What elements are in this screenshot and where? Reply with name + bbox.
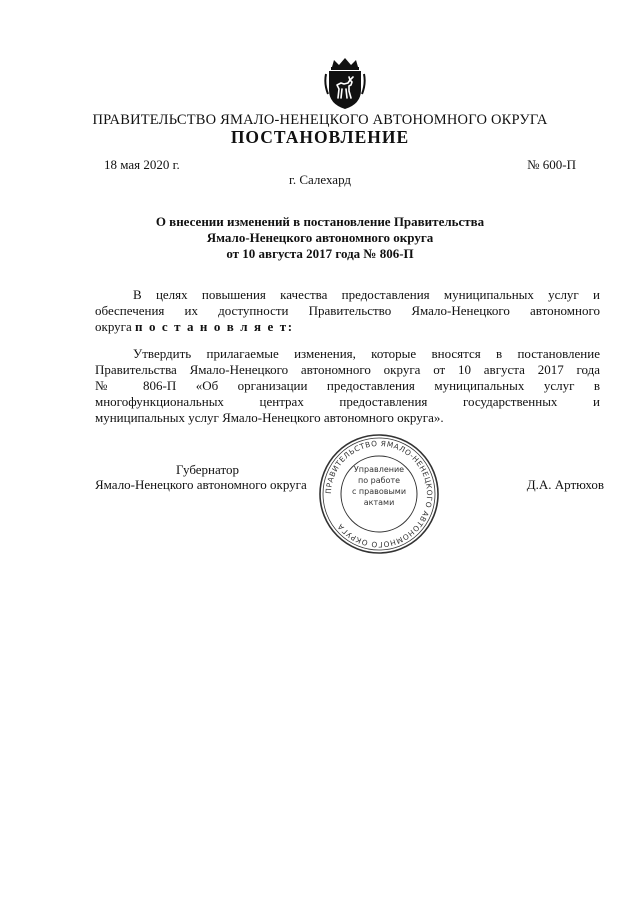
paragraph-line: Правительства Ямало-Ненецкого автономного округа от 10 августа 2017 года bbox=[95, 362, 600, 377]
title-line: от 10 августа 2017 года № 806-П bbox=[226, 246, 414, 261]
paragraph-line: Утвердить прилагаемые изменения, которые вносятся в постановление bbox=[133, 346, 600, 361]
decree-word: п о с т а н о в л я е т: bbox=[135, 319, 294, 334]
document-type: ПОСТАНОВЛЕНИЕ bbox=[230, 127, 410, 147]
paragraph-line: В целях повышения качества предоставления муниципальных услуг и bbox=[133, 287, 600, 302]
preamble-prefix: округа bbox=[95, 319, 135, 334]
document-date: 18 мая 2020 г. bbox=[104, 157, 180, 172]
coat-of-arms-emblem bbox=[324, 58, 366, 110]
title-line: Ямало-Ненецкого автономного округа bbox=[206, 230, 434, 245]
official-stamp bbox=[317, 432, 441, 556]
paragraph-line: № 806-П «Об организации предоставления муниципальных услуг в bbox=[95, 378, 600, 393]
stamp-inner-line: с правовыми bbox=[351, 487, 407, 496]
paragraph-line: муниципальных услуг Ямало-Ненецкого автономного округа». bbox=[95, 410, 444, 425]
preamble-paragraph bbox=[95, 287, 600, 335]
document-title bbox=[0, 214, 640, 262]
government-name: ПРАВИТЕЛЬСТВО ЯМАЛО-НЕНЕЦКОГО АВТОНОМНОГО ОКРУГА bbox=[92, 112, 548, 128]
stamp-inner-line: по работе bbox=[357, 476, 401, 485]
resolution-paragraph bbox=[95, 346, 600, 426]
coat-of-arms-icon bbox=[324, 58, 366, 110]
document-city: г. Салехард bbox=[288, 172, 352, 187]
stamp-inner-line: Управление bbox=[353, 465, 405, 474]
paragraph-line: обеспечения их доступности Правительство Ямало-Ненецкого автономного bbox=[95, 303, 600, 318]
stamp-seal-icon bbox=[317, 432, 441, 556]
document-number: № 600-П bbox=[527, 157, 576, 172]
stamp-inner-line: актами bbox=[363, 498, 395, 507]
title-line: О внесении изменений в постановление Правительства bbox=[155, 214, 485, 229]
paragraph-line bbox=[95, 319, 600, 335]
paragraph-line: многофункциональных центрах предоставления государственных и bbox=[95, 394, 600, 409]
stamp-ring-text: ПРАВИТЕЛЬСТВО ЯМАЛО-НЕНЕЦКОГО АВТОНОМНОГО ОКРУГА bbox=[323, 438, 435, 550]
signatory-region: Ямало-Ненецкого автономного округа bbox=[95, 477, 307, 492]
signatory-name: Д.А. Артюхов bbox=[526, 477, 604, 492]
signatory-position: Губернатор bbox=[176, 462, 239, 477]
